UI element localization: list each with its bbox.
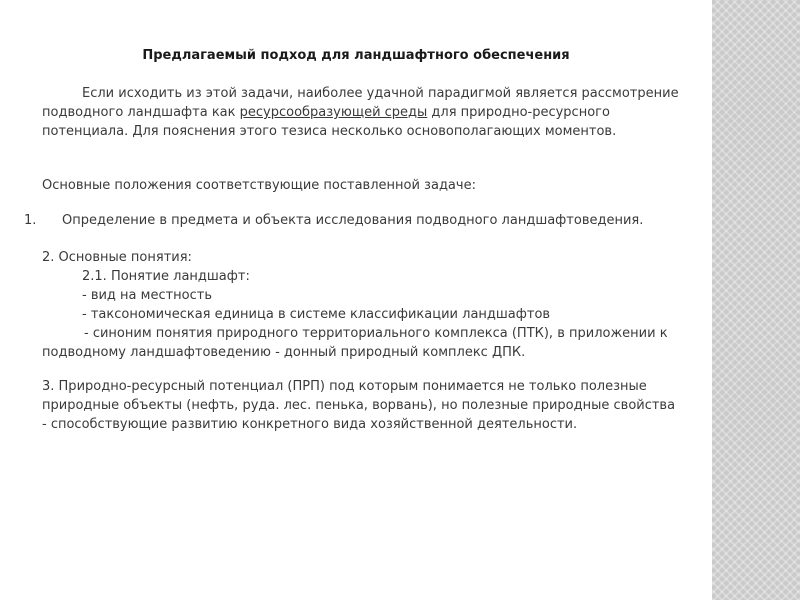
intro-paragraph (42, 84, 682, 141)
landscape-definition-3: - синоним понятия природного территориального комплекса (ПТК), в приложении к подводному ландшафтоведению - донный природный комплекс ДПК. (42, 326, 668, 360)
landscape-definition-2: - таксономическая единица в системе классификации ландшафтов (82, 307, 551, 322)
subsection-2-1-heading: 2.1. Понятие ландшафт: (82, 269, 250, 284)
landscape-definition-1: - вид на местность (82, 288, 213, 303)
intro-text-start: Если исходить из этой задачи, наиболее удачной парадигмой является рассмотрение подводного ландшафта как (42, 86, 679, 120)
list-item-3: 3. Природно-ресурсный потенциал (ПРП) под которым понимается не только полезные природные объекты (нефть, руда. лес. пенька, ворвань), но полезные природные свойства - способствующие развитию конкретного вида хозяйственной деятельности. (42, 379, 676, 432)
list-item-1-text: Определение в предмета и объекта исследования подводного ландшафтоведения. (62, 213, 644, 228)
decorative-side-panel (712, 0, 800, 600)
intro-text-end: для природно-ресурсного потенциала. Для пояснения этого тезиса несколько основополагающих моментов. (42, 105, 617, 139)
list-item-2-heading: 2. Основные понятия: (42, 250, 192, 265)
list-item-1 (24, 211, 664, 230)
intro-underlined-term: ресурсообразующей среды (239, 105, 428, 120)
list-item-1-number: 1. (24, 213, 37, 228)
slide-title: Предлагаемый подход для ландшафтного обеспечения (142, 48, 570, 63)
provisions-heading: Основные положения соответствующие поставленной задаче: (42, 178, 476, 193)
